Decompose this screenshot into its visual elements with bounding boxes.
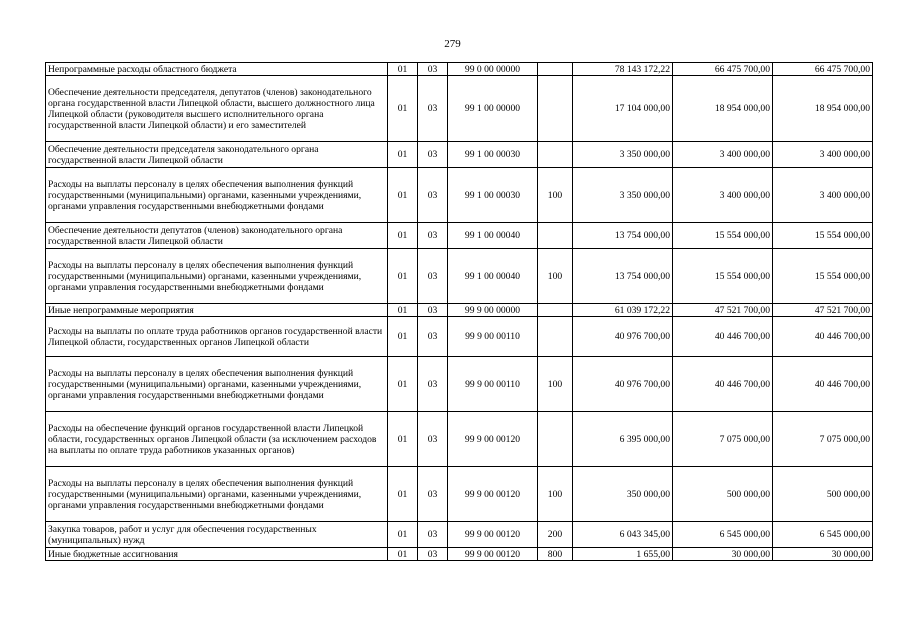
subsection-code-cell: 03: [418, 249, 448, 304]
subsection-code-cell: 03: [418, 548, 448, 561]
amount-year1-cell: 6 395 000,00: [573, 412, 673, 467]
expense-type-cell: 100: [538, 467, 573, 522]
amount-year1-cell: 61 039 172,22: [573, 304, 673, 317]
table-row: [46, 223, 873, 249]
row-name-cell: Закупка товаров, работ и услуг для обеспечения государственных (муниципальных) нужд: [46, 522, 388, 548]
expense-type-cell: 100: [538, 249, 573, 304]
subsection-code-cell: 03: [418, 223, 448, 249]
row-name-cell: Обеспечение деятельности депутатов (членов) законодательного органа государственной власти Липецкой области: [46, 223, 388, 249]
budget-table: [45, 62, 873, 561]
section-code-cell: 01: [388, 249, 418, 304]
page-number: 279: [444, 38, 461, 50]
amount-year3-cell: 500 000,00: [773, 467, 873, 522]
target-article-cell: 99 9 00 00120: [448, 412, 538, 467]
amount-year3-cell: 47 521 700,00: [773, 304, 873, 317]
amount-year2-cell: 40 446 700,00: [673, 357, 773, 412]
amount-year1-cell: 40 976 700,00: [573, 357, 673, 412]
target-article-cell: 99 1 00 00040: [448, 223, 538, 249]
amount-year2-cell: 3 400 000,00: [673, 142, 773, 168]
section-code-cell: 01: [388, 63, 418, 76]
amount-year3-cell: 30 000,00: [773, 548, 873, 561]
amount-year2-cell: 47 521 700,00: [673, 304, 773, 317]
section-code-cell: 01: [388, 304, 418, 317]
subsection-code-cell: 03: [418, 412, 448, 467]
target-article-cell: 99 9 00 00110: [448, 357, 538, 412]
subsection-code-cell: 03: [418, 522, 448, 548]
amount-year2-cell: 500 000,00: [673, 467, 773, 522]
expense-type-cell: [538, 63, 573, 76]
subsection-code-cell: 03: [418, 357, 448, 412]
amount-year1-cell: 350 000,00: [573, 467, 673, 522]
amount-year3-cell: 18 954 000,00: [773, 76, 873, 142]
target-article-cell: 99 9 00 00120: [448, 548, 538, 561]
row-name-cell: Иные бюджетные ассигнования: [46, 548, 388, 561]
expense-type-cell: [538, 412, 573, 467]
subsection-code-cell: 03: [418, 304, 448, 317]
section-code-cell: 01: [388, 223, 418, 249]
amount-year3-cell: 40 446 700,00: [773, 317, 873, 357]
amount-year2-cell: 30 000,00: [673, 548, 773, 561]
table-row: [46, 63, 873, 76]
row-name-cell: Обеспечение деятельности председателя, депутатов (членов) законодательного органа государственной власти Липецкой области, высшего должностного лица Липецкой области (руководителя высшего исполнительного органа государственной власти Липецкой области) и его заместителей: [46, 76, 388, 142]
amount-year1-cell: 13 754 000,00: [573, 249, 673, 304]
section-code-cell: 01: [388, 522, 418, 548]
table-row: [46, 548, 873, 561]
subsection-code-cell: 03: [418, 467, 448, 522]
amount-year3-cell: 15 554 000,00: [773, 249, 873, 304]
amount-year2-cell: 15 554 000,00: [673, 249, 773, 304]
amount-year1-cell: 17 104 000,00: [573, 76, 673, 142]
section-code-cell: 01: [388, 467, 418, 522]
amount-year2-cell: 18 954 000,00: [673, 76, 773, 142]
row-name-cell: Расходы на выплаты персоналу в целях обеспечения выполнения функций государственными (муниципальными) органами, казенными учреждениями, органами управления государственными внебюджетными фондами: [46, 168, 388, 223]
expense-type-cell: 100: [538, 357, 573, 412]
subsection-code-cell: 03: [418, 142, 448, 168]
amount-year2-cell: 66 475 700,00: [673, 63, 773, 76]
amount-year3-cell: 3 400 000,00: [773, 142, 873, 168]
amount-year3-cell: 7 075 000,00: [773, 412, 873, 467]
expense-type-cell: [538, 317, 573, 357]
table-row: [46, 76, 873, 142]
table-row: [46, 304, 873, 317]
table-row: [46, 467, 873, 522]
row-name-cell: Иные непрограммные мероприятия: [46, 304, 388, 317]
row-name-cell: Непрограммные расходы областного бюджета: [46, 63, 388, 76]
subsection-code-cell: 03: [418, 317, 448, 357]
row-name-cell: Расходы на выплаты персоналу в целях обеспечения выполнения функций государственными (муниципальными) органами, казенными учреждениями, органами управления государственными внебюджетными фондами: [46, 357, 388, 412]
expense-type-cell: [538, 223, 573, 249]
target-article-cell: 99 1 00 00040: [448, 249, 538, 304]
target-article-cell: 99 9 00 00120: [448, 522, 538, 548]
amount-year1-cell: 78 143 172,22: [573, 63, 673, 76]
target-article-cell: 99 0 00 00000: [448, 63, 538, 76]
subsection-code-cell: 03: [418, 63, 448, 76]
section-code-cell: 01: [388, 168, 418, 223]
amount-year1-cell: 40 976 700,00: [573, 317, 673, 357]
section-code-cell: 01: [388, 548, 418, 561]
row-name-cell: Расходы на выплаты персоналу в целях обеспечения выполнения функций государственными (муниципальными) органами, казенными учреждениями, органами управления государственными внебюджетными фондами: [46, 467, 388, 522]
amount-year3-cell: 3 400 000,00: [773, 168, 873, 223]
expense-type-cell: [538, 142, 573, 168]
table-row: [46, 522, 873, 548]
amount-year1-cell: 13 754 000,00: [573, 223, 673, 249]
expense-type-cell: [538, 76, 573, 142]
table-row: [46, 357, 873, 412]
amount-year2-cell: 3 400 000,00: [673, 168, 773, 223]
target-article-cell: 99 1 00 00030: [448, 142, 538, 168]
subsection-code-cell: 03: [418, 76, 448, 142]
section-code-cell: 01: [388, 76, 418, 142]
row-name-cell: Расходы на обеспечение функций органов государственной власти Липецкой области, государственных органов Липецкой области (за исключением расходов на выплаты по оплате труда работников указанных органов): [46, 412, 388, 467]
target-article-cell: 99 9 00 00110: [448, 317, 538, 357]
subsection-code-cell: 03: [418, 168, 448, 223]
amount-year3-cell: 40 446 700,00: [773, 357, 873, 412]
section-code-cell: 01: [388, 357, 418, 412]
row-name-cell: Расходы на выплаты персоналу в целях обеспечения выполнения функций государственными (муниципальными) органами, казенными учреждениями, органами управления государственными внебюджетными фондами: [46, 249, 388, 304]
section-code-cell: 01: [388, 142, 418, 168]
amount-year1-cell: 3 350 000,00: [573, 168, 673, 223]
table-row: [46, 142, 873, 168]
section-code-cell: 01: [388, 412, 418, 467]
expense-type-cell: [538, 304, 573, 317]
amount-year2-cell: 7 075 000,00: [673, 412, 773, 467]
amount-year3-cell: 15 554 000,00: [773, 223, 873, 249]
amount-year3-cell: 6 545 000,00: [773, 522, 873, 548]
table-body: [46, 63, 873, 561]
target-article-cell: 99 9 00 00000: [448, 304, 538, 317]
expense-type-cell: 100: [538, 168, 573, 223]
table-row: [46, 317, 873, 357]
target-article-cell: 99 9 00 00120: [448, 467, 538, 522]
table-row: [46, 412, 873, 467]
amount-year1-cell: 1 655,00: [573, 548, 673, 561]
expense-type-cell: 200: [538, 522, 573, 548]
target-article-cell: 99 1 00 00000: [448, 76, 538, 142]
expense-type-cell: 800: [538, 548, 573, 561]
amount-year3-cell: 66 475 700,00: [773, 63, 873, 76]
table-row: [46, 168, 873, 223]
target-article-cell: 99 1 00 00030: [448, 168, 538, 223]
row-name-cell: Расходы на выплаты по оплате труда работников органов государственной власти Липецкой области, государственных органов Липецкой области: [46, 317, 388, 357]
amount-year2-cell: 6 545 000,00: [673, 522, 773, 548]
table-row: [46, 249, 873, 304]
amount-year1-cell: 6 043 345,00: [573, 522, 673, 548]
row-name-cell: Обеспечение деятельности председателя законодательного органа государственной власти Липецкой области: [46, 142, 388, 168]
amount-year2-cell: 15 554 000,00: [673, 223, 773, 249]
amount-year1-cell: 3 350 000,00: [573, 142, 673, 168]
section-code-cell: 01: [388, 317, 418, 357]
amount-year2-cell: 40 446 700,00: [673, 317, 773, 357]
